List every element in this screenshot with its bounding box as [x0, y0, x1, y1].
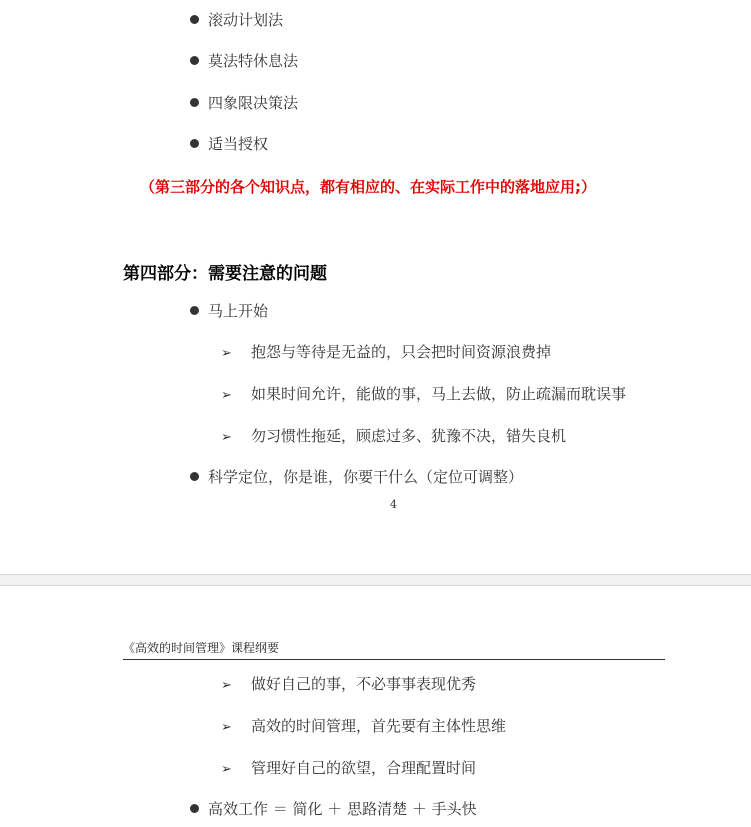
section-title: 第四部分：需要注意的问题 — [123, 264, 327, 284]
bullet-text: 适当授权 — [208, 135, 269, 153]
sub-item-text: 管理好自己的欲望，合理配置时间 — [251, 759, 477, 777]
sub-item — [221, 758, 476, 780]
bullet-dot-icon — [190, 51, 208, 71]
page-number: 4 — [390, 498, 397, 511]
red-note: （第三部分的各个知识点，都有相应的、在实际工作中的落地应用;） — [140, 178, 597, 196]
bullet-dot-icon — [190, 301, 208, 321]
bullet-dot-icon — [190, 10, 208, 30]
bullet-dot-icon — [190, 467, 208, 487]
bullet-text: 马上开始 — [208, 302, 269, 320]
bullet-item — [190, 301, 268, 321]
document-page-5 — [0, 586, 751, 827]
bullet-item — [190, 134, 268, 154]
sub-item-text: 高效的时间管理，首先要有主体性思维 — [251, 717, 507, 735]
bullet-text: 莫法特休息法 — [208, 52, 299, 70]
bullet-item — [190, 93, 298, 113]
running-header: 《高效的时间管理》课程纲要 — [123, 638, 665, 660]
sub-item-text: 抱怨与等待是无益的，只会把时间资源浪费掉 — [251, 343, 552, 361]
page-separator — [0, 574, 751, 586]
arrow-icon: ➢ — [221, 720, 232, 735]
sub-item-text: 做好自己的事，不必事事表现优秀 — [251, 675, 477, 693]
bullet-item — [190, 10, 283, 30]
bullet-text: 四象限决策法 — [208, 94, 299, 112]
sub-item-text: 如果时间允许，能做的事，马上去做，防止疏漏而耽误事 — [251, 385, 627, 403]
bullet-dot-icon — [190, 799, 208, 819]
arrow-icon: ➢ — [221, 388, 232, 403]
sub-item — [221, 384, 626, 406]
bullet-text: 滚动计划法 — [208, 11, 284, 29]
sub-item — [221, 674, 476, 696]
arrow-icon: ➢ — [221, 678, 232, 693]
sub-item — [221, 342, 551, 364]
bullet-text: 科学定位，你是谁，你要干什么（定位可调整） — [208, 468, 524, 486]
bullet-item — [190, 467, 523, 487]
bullet-text: 高效工作 ＝ 简化 ＋ 思路清楚 ＋ 手头快 — [208, 800, 477, 818]
arrow-icon: ➢ — [221, 430, 232, 445]
sub-item — [221, 426, 566, 448]
bullet-item — [190, 51, 298, 71]
sub-item-text: 勿习惯性拖延，顾虑过多、犹豫不决，错失良机 — [251, 427, 567, 445]
sub-item — [221, 716, 506, 738]
arrow-icon: ➢ — [221, 346, 232, 361]
arrow-icon: ➢ — [221, 762, 232, 777]
bullet-dot-icon — [190, 134, 208, 154]
bullet-dot-icon — [190, 93, 208, 113]
bullet-item — [190, 799, 477, 819]
